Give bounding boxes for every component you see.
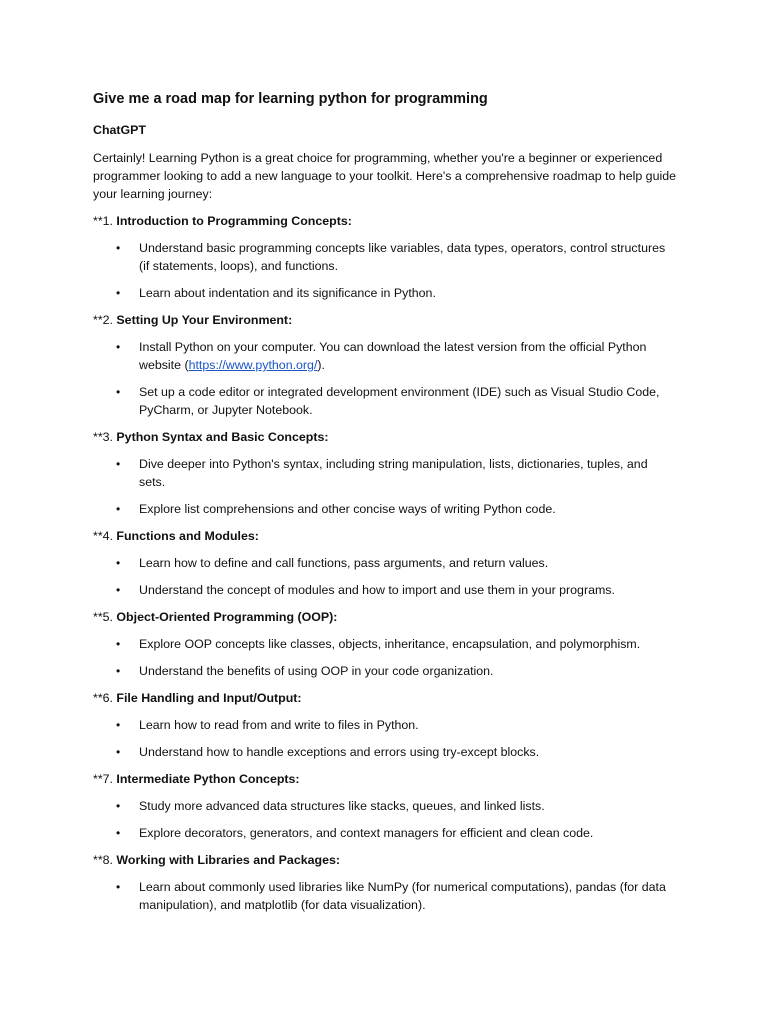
section-heading — [93, 689, 683, 707]
bullet-icon: • — [116, 457, 121, 471]
list-item — [93, 338, 669, 374]
section-prefix: **5. — [93, 610, 117, 624]
section-heading — [93, 608, 683, 626]
section-3 — [93, 428, 683, 518]
bullet-icon: • — [116, 385, 121, 399]
section-heading — [93, 770, 683, 788]
intro-paragraph: Certainly! Learning Python is a great choice for programming, whether you're a beginner or experienced programmer looking to add a new language to your toolkit. Here's a comprehensive roadmap to help guide your learning journey: — [93, 151, 677, 201]
bullet-icon: • — [116, 286, 121, 300]
list-item — [93, 797, 669, 815]
list-item-text: Understand the benefits of using OOP in your code organization. — [139, 664, 494, 678]
bullet-list — [93, 635, 683, 680]
list-item-text: Explore decorators, generators, and context managers for efficient and clean code. — [139, 826, 594, 840]
bullet-icon: • — [116, 880, 121, 894]
section-prefix: **6. — [93, 691, 117, 705]
list-item — [93, 455, 669, 491]
list-item-text: Install Python on your computer. You can download the latest version from the official Python website ( — [139, 340, 647, 372]
python-website-link[interactable]: https://www.python.org/ — [188, 358, 318, 372]
section-6 — [93, 689, 683, 761]
list-item — [93, 743, 669, 761]
bullet-icon: • — [116, 502, 121, 516]
bullet-icon: • — [116, 826, 121, 840]
bullet-list — [93, 338, 683, 419]
section-prefix: **4. — [93, 529, 117, 543]
bullet-list — [93, 878, 683, 914]
list-item-text: Understand the concept of modules and how to import and use them in your programs. — [139, 583, 615, 597]
list-item — [93, 635, 669, 653]
bullet-icon: • — [116, 637, 121, 651]
list-item — [93, 662, 669, 680]
bullet-icon: • — [116, 556, 121, 570]
section-2 — [93, 311, 683, 419]
section-heading-text: Intermediate Python Concepts: — [116, 772, 300, 786]
list-item-text: Understand how to handle exceptions and errors using try-except blocks. — [139, 745, 540, 759]
section-prefix: **8. — [93, 853, 117, 867]
list-item — [93, 284, 669, 302]
bullet-list — [93, 797, 683, 842]
list-item-text-suffix: ). — [317, 358, 325, 372]
document-title: Give me a road map for learning python for programming — [93, 91, 488, 107]
section-heading-text: Introduction to Programming Concepts: — [116, 214, 352, 228]
document-page — [93, 89, 683, 923]
section-heading-text: Functions and Modules: — [116, 529, 259, 543]
section-prefix: **7. — [93, 772, 117, 786]
list-item-text: Learn about commonly used libraries like NumPy (for numerical computations), pandas (for data manipulation), and matplotlib (for data visualization). — [139, 880, 666, 912]
list-item-text: Explore OOP concepts like classes, objects, inheritance, encapsulation, and polymorphism. — [139, 637, 641, 651]
section-8 — [93, 851, 683, 914]
section-prefix: **2. — [93, 313, 117, 327]
section-4 — [93, 527, 683, 599]
bullet-list — [93, 716, 683, 761]
bullet-icon: • — [116, 583, 121, 597]
section-heading-text: Setting Up Your Environment: — [116, 313, 293, 327]
list-item-text: Learn about indentation and its significance in Python. — [139, 286, 436, 300]
bullet-list — [93, 239, 683, 302]
bullet-icon: • — [116, 241, 121, 255]
section-5 — [93, 608, 683, 680]
section-heading — [93, 527, 683, 545]
list-item — [93, 383, 669, 419]
list-item-text: Dive deeper into Python's syntax, including string manipulation, lists, dictionaries, tuples, and sets. — [139, 457, 648, 489]
list-item — [93, 239, 669, 275]
list-item-text: Explore list comprehensions and other concise ways of writing Python code. — [139, 502, 556, 516]
section-heading — [93, 311, 683, 329]
bullet-icon: • — [116, 718, 121, 732]
list-item-text: Learn how to define and call functions, pass arguments, and return values. — [139, 556, 549, 570]
section-heading — [93, 212, 683, 230]
list-item-text: Study more advanced data structures like stacks, queues, and linked lists. — [139, 799, 545, 813]
section-heading — [93, 428, 683, 446]
list-item — [93, 824, 669, 842]
bullet-icon: • — [116, 664, 121, 678]
section-prefix: **3. — [93, 430, 117, 444]
bullet-list — [93, 455, 683, 518]
bullet-list — [93, 554, 683, 599]
section-heading-text: Python Syntax and Basic Concepts: — [116, 430, 329, 444]
list-item-text: Understand basic programming concepts like variables, data types, operators, control structures (if statements, loops), and functions. — [139, 241, 666, 273]
section-prefix: **1. — [93, 214, 117, 228]
bullet-icon: • — [116, 745, 121, 759]
author-label: ChatGPT — [93, 123, 147, 137]
section-heading-text: Object-Oriented Programming (OOP): — [116, 610, 338, 624]
bullet-icon: • — [116, 340, 121, 354]
bullet-icon: • — [116, 799, 121, 813]
list-item — [93, 581, 669, 599]
list-item — [93, 878, 669, 914]
section-heading — [93, 851, 683, 869]
list-item-text: Learn how to read from and write to files in Python. — [139, 718, 419, 732]
list-item — [93, 500, 669, 518]
list-item-text: Set up a code editor or integrated development environment (IDE) such as Visual Studio Code, PyCharm, or Jupyter Notebook. — [139, 385, 660, 417]
section-7 — [93, 770, 683, 842]
section-1 — [93, 212, 683, 302]
list-item — [93, 716, 669, 734]
section-heading-text: Working with Libraries and Packages: — [116, 853, 340, 867]
list-item — [93, 554, 669, 572]
section-heading-text: File Handling and Input/Output: — [116, 691, 302, 705]
